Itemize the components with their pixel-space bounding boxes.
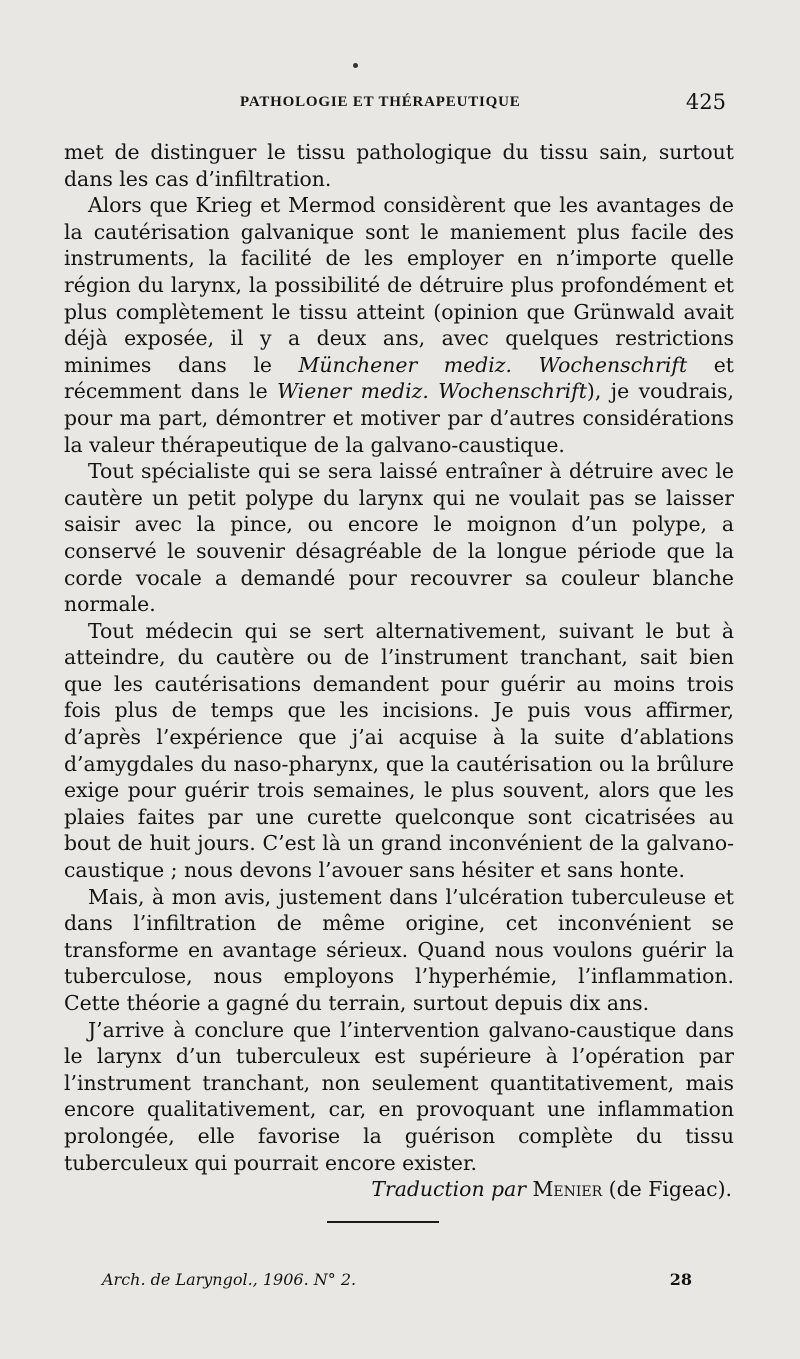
journal-citation: Arch. de Laryngol., 1906. N° 2. — [102, 1270, 357, 1289]
paragraph-2-part-b: et récemment dans le — [64, 352, 735, 404]
running-title: PATHOLOGIE ET THÉRAPEUTIQUE — [240, 94, 521, 110]
journal-munchener: Münchener mediz. Wochenschrift — [298, 352, 688, 377]
translator-name: Menier — [532, 1177, 603, 1202]
signature-prefix: Traduction par — [371, 1177, 527, 1202]
page-footer — [102, 1270, 692, 1296]
signature-mark: 28 — [669, 1270, 692, 1289]
journal-wiener: Wiener mediz. Wochenschrift — [277, 379, 587, 404]
paragraph-2-part-c: ), je voudrais, pour ma part, démontrer et motiver par d’autres considérations la valeur thérapeutique de la galvano-caustique. — [64, 379, 734, 457]
signature-suffix: (de Figeac). — [608, 1177, 732, 1202]
paragraph-5: Mais, à mon avis, justement dans l’ulcération tuberculeuse et dans l’infiltration de même origine, cet inconvénient se transforme en avantage sérieux. Quand nous voulons guérir la tuberculose, nous employons l’hyperhémie, l’inflammation. Cette théorie a gagné du terrain, surtout depuis dix ans. — [64, 884, 734, 1015]
paragraph-2 — [64, 192, 734, 458]
paragraph-3: Tout spécialiste qui se sera laissé entraîner à détruire avec le cautère un petit polype du larynx qui ne voulait pas se laisser saisir avec la pince, ou encore le moignon d’un polype, a conservé le souvenir désagréable de la longue période que la corde vocale a demandé pour recouvrer sa couleur blanche normale. — [64, 459, 734, 617]
paragraph-4: Tout médecin qui se sert alternativement, suivant le but à atteindre, du cautère ou de l’instrument tranchant, sait bien que les cautérisations demandent pour guérir au moins trois fois plus de temps que les incisions. Je puis vous affirmer, d’après l’expérience que j’ai acquise à la suite d’ablations d’amygdales du naso-pharynx, que la cautérisation ou la brûlure exige pour guérir trois semaines, le plus souvent, alors que les plaies faites par une curette quelconque sont cicatrisées au bout de huit jours. C’est là un grand inconvénient de la galvano-caustique ; nous devons l’avouer sans hésiter et sans honte. — [64, 618, 734, 883]
translator-signature — [64, 1176, 734, 1203]
paragraph-2-part-a: Alors que Krieg et Mermod considèrent que les avantages de la cautérisation galvanique sont le maniement plus facile des instruments, la facilité de les employer en n’importe quelle région du larynx, la possibilité de détruire plus profondément et plus complètement le tissu atteint (opinion que Grünwald avait déjà exposée, il y a deux ans, avec quelques restrictions minimes dans le — [64, 193, 734, 377]
paragraph-1: met de distinguer le tissu pathologique du tissu sain, surtout dans les cas d’infiltration. — [64, 140, 734, 191]
speck-mark — [353, 63, 358, 68]
page-header — [60, 90, 726, 118]
paragraph-6: J’arrive à conclure que l’intervention galvano-caustique dans le larynx d’un tuberculeux est supérieure à l’opération par l’instrument tranchant, non seulement quantitativement, mais encore qualitativement, car, en provoquant une inflammation prolongée, elle favorise la guérison complète du tissu tuberculeux qui pourrait encore exister. — [64, 1017, 734, 1175]
body-text — [64, 139, 734, 1203]
separator-rule — [327, 1221, 439, 1223]
page-number: 425 — [685, 90, 726, 114]
